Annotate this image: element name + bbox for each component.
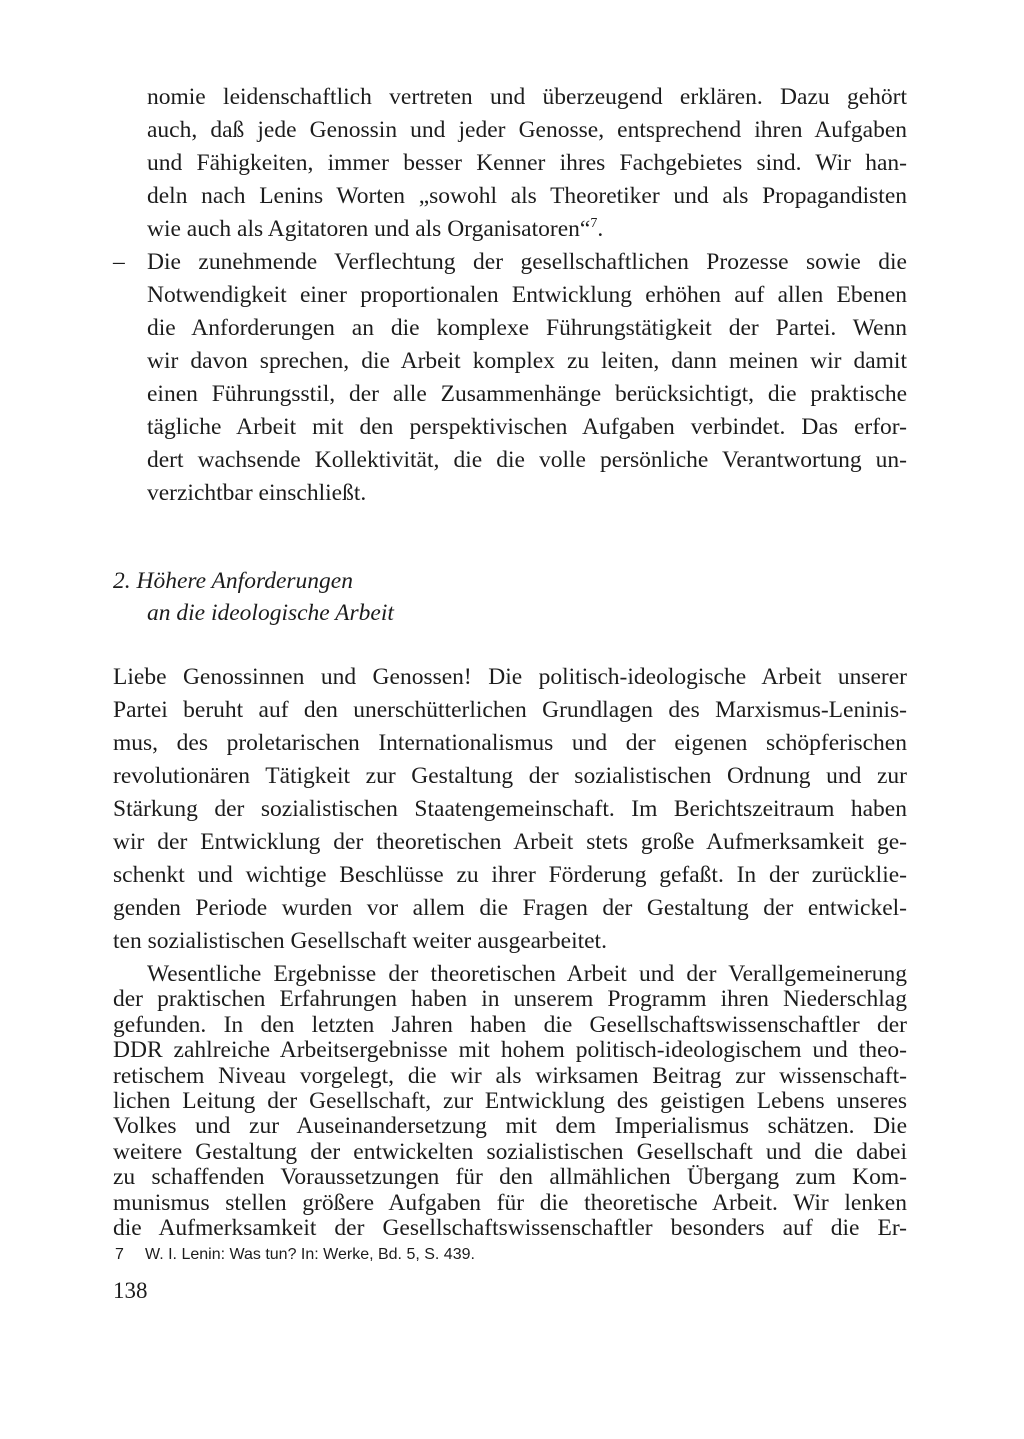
text-span: wie auch als Agitatoren und als Organisatoren“ [147, 216, 591, 242]
text-line: genden Periode wurden vor allem die Fragen der Gestaltung der entwickel- [113, 895, 907, 921]
text-span: Die zunehmende Verflechtung der gesellschaftlichen Prozesse sowie die [147, 249, 907, 275]
text-line: ten sozialistischen Gesellschaft weiter ausgearbeitet. [113, 928, 607, 954]
list-dash: – [113, 249, 125, 275]
footnote-text: W. I. Lenin: Was tun? In: Werke, Bd. 5, S. 439. [145, 1246, 475, 1263]
text-line: auch, daß jede Genossin und jeder Genosse, entsprechend ihren Aufgaben [147, 117, 907, 143]
section-heading-line: an die ideologische Arbeit [147, 600, 394, 626]
text-line: und Fähigkeiten, immer besser Kenner ihres Fachgebietes sind. Wir han- [147, 150, 907, 176]
text-line: nomie leidenschaftlich vertreten und überzeugend erklären. Dazu gehört [147, 84, 907, 110]
text-line: tägliche Arbeit mit den perspektivischen Aufgaben verbindet. Das erfor- [147, 414, 907, 440]
text-line: Wesentliche Ergebnisse der theoretischen Arbeit und der Verallgemeinerung [147, 961, 907, 987]
text-line: die Anforderungen an die komplexe Führungstätigkeit der Partei. Wenn [147, 315, 907, 341]
text-line: schenkt und wichtige Beschlüsse zu ihrer Förderung gefaßt. In der zurücklie- [113, 862, 907, 888]
text-span: . [597, 216, 604, 242]
footnote-number: 7 [115, 1246, 124, 1263]
text-line: gefunden. In den letzten Jahren haben die Gesellschaftswissenschaftler der [113, 1011, 907, 1038]
text-line: die Aufmerksamkeit der Gesellschaftswissenschaftler besonders auf die Er- [113, 1215, 907, 1241]
text-line: lichen Leitung der Gesellschaft, zur Entwicklung des geistigen Lebens unseres [113, 1088, 907, 1114]
text-line: mus, des proletarischen Internationalismus und der eigenen schöpferischen [113, 730, 907, 756]
section-heading-line: 2. Höhere Anforderungen [113, 568, 353, 594]
footnote [115, 1244, 475, 1266]
text-line: verzichtbar einschließt. [147, 480, 367, 506]
text-line: revolutionären Tätigkeit zur Gestaltung der sozialistischen Ordnung und zur [113, 763, 907, 789]
text-line: Stärkung der sozialistischen Staatengemeinschaft. Im Berichtszeitraum haben [113, 796, 907, 822]
text-line: Partei beruht auf den unerschütterlichen Grundlagen des Marxismus-Leninis- [113, 697, 907, 723]
text-line: retischem Niveau vorgelegt, die wir als wirksamen Beitrag zur wissenschaft- [113, 1062, 907, 1089]
text-line: dert wachsende Kollektivität, die die volle persönliche Verantwortung un- [147, 447, 907, 473]
page-number: 138 [113, 1278, 148, 1303]
text-line: wir davon sprechen, die Arbeit komplex zu leiten, dann meinen wir damit [147, 348, 907, 374]
text-line: der praktischen Erfahrungen haben in unserem Programm ihren Niederschlag [113, 986, 907, 1013]
text-line [147, 214, 907, 244]
text-line: DDR zahlreiche Arbeitsergebnisse mit hohem politisch-ideologischem und theo- [113, 1037, 907, 1064]
list-item-line [113, 247, 907, 277]
text-line: Volkes und zur Auseinandersetzung mit dem Imperialismus schätzen. Die [113, 1113, 907, 1140]
text-line: Liebe Genossinnen und Genossen! Die politisch-ideologische Arbeit unserer [113, 664, 907, 690]
text-line: einen Führungsstil, der alle Zusammenhänge berücksichtigt, die praktische [147, 381, 907, 407]
text-line: wir der Entwicklung der theoretischen Arbeit stets große Aufmerksamkeit ge- [113, 829, 907, 855]
text-line: zu schaffenden Voraussetzungen für den allmählichen Übergang zum Kom- [113, 1164, 907, 1191]
text-line: Notwendigkeit einer proportionalen Entwicklung erhöhen auf allen Ebenen [147, 282, 907, 308]
text-line: weitere Gestaltung der entwickelten sozialistischen Gesellschaft und die dabei [113, 1138, 907, 1165]
text-line: munismus stellen größere Aufgaben für die theoretische Arbeit. Wir lenken [113, 1189, 907, 1216]
footnote-reference: 7 [590, 216, 598, 232]
text-line: deln nach Lenins Worten „sowohl als Theoretiker und als Propagandisten [147, 183, 907, 209]
